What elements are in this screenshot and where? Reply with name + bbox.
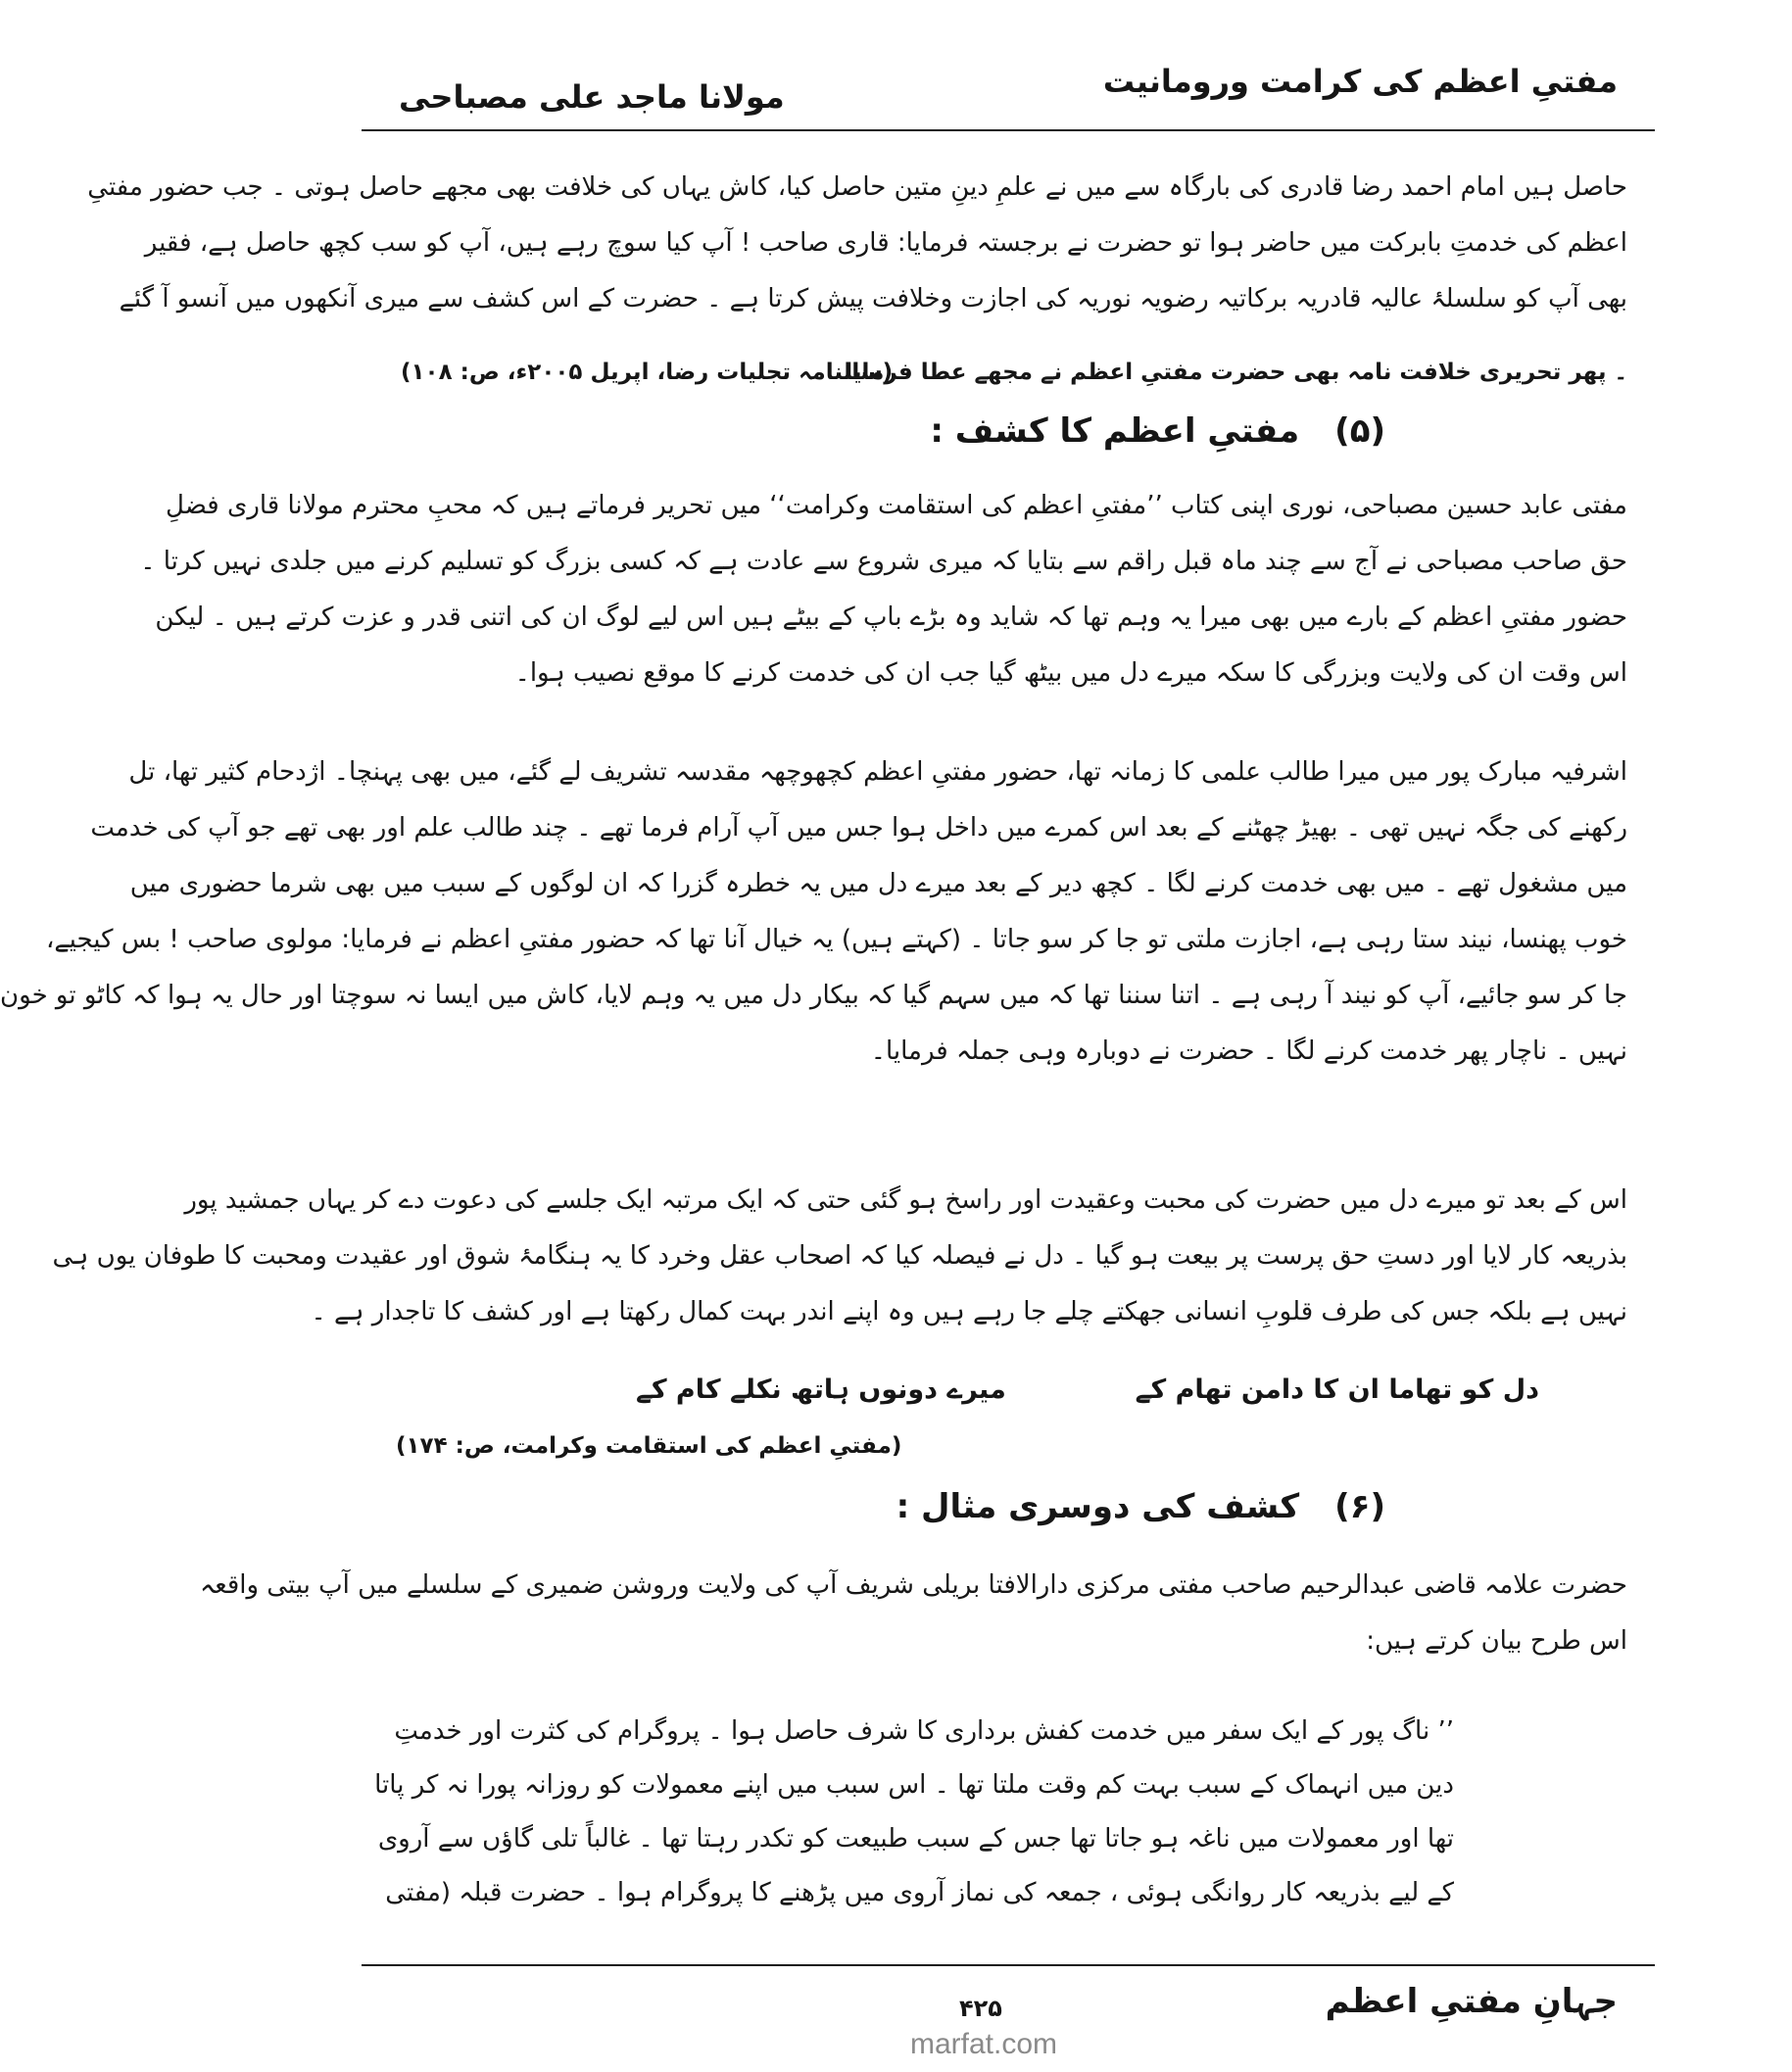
text-line: دین میں انہماک کے سبب بہت کم وقت ملتا تھا ۔ اس سبب میں اپنے معمولات کو روزانہ پورا نہ کر پاتا bbox=[374, 1770, 1454, 1800]
text-line: جا کر سو جائیے، آپ کو نیند آ رہی ہے ۔ اتنا سننا تھا کہ میں سہم گیا کہ بیکار دل میں یہ وہم لایا، کاش میں ایسا نہ سوچتا اور حال یہ ہوا کہ کاٹو تو خون bbox=[0, 981, 1627, 1010]
citation-2: (مفتیِ اعظم کی استقامت وکرامت، ص: ۱۷۴) bbox=[396, 1433, 902, 1459]
section-number: (۶) bbox=[1334, 1487, 1385, 1526]
block-quote bbox=[374, 1705, 1454, 1920]
citation-1: (سالنامہ تجلیات رضا، اپریل ۲۰۰۵ء، ص: ۱۰۸) bbox=[401, 360, 894, 385]
text-line: حاصل ہیں امام احمد رضا قادری کی بارگاہ سے میں نے علمِ دینِ متین حاصل کیا، کاش یہاں کی خلافت بھی مجھے حاصل ہوتی ۔ جب حضور مفتیِ bbox=[87, 172, 1627, 202]
text-line: خوب پھنسا، نیند ستا رہی ہے، اجازت ملتی تو جا کر سو جاتا ۔ (کہتے ہیں) یہ خیال آنا تھا کہ حضور مفتیِ اعظم نے فرمایا: مولوی صاحب ! بس کیجیے، bbox=[46, 925, 1627, 954]
page-number: ۴۲۵ bbox=[959, 1995, 1002, 2022]
verse bbox=[636, 1374, 1539, 1433]
text-line: اعظم کی خدمتِ بابرکت میں حاضر ہوا تو حضرت نے برجستہ فرمایا: قاری صاحب ! آپ کیا سوچ رہے ہیں، آپ کو سب کچھ حاصل ہے، فقیر bbox=[144, 228, 1627, 258]
text-line: حضرت علامہ قاضی عبدالرحیم صاحب مفتی مرکزی دارالافتا بریلی شریف آپ کی ولایت وروشن ضمیری کے سلسلے میں آپ بیتی واقعہ bbox=[200, 1570, 1627, 1600]
text-line: اس کے بعد تو میرے دل میں حضرت کی محبت وعقیدت اور راسخ ہو گئی حتی کہ ایک مرتبہ ایک جلسے کی دعوت دے کر یہاں جمشید پور bbox=[184, 1185, 1627, 1215]
text-line: نہیں ۔ ناچار پھر خدمت کرنے لگا ۔ حضرت نے دوبارہ وہی جملہ فرمایا۔ bbox=[870, 1036, 1627, 1066]
watermark: marfat.com bbox=[910, 2028, 1058, 2060]
section-5-heading bbox=[930, 411, 1385, 451]
header-book-title: مفتیِ اعظم کی کرامت ورومانیت bbox=[1102, 63, 1618, 100]
section-number: (۵) bbox=[1334, 411, 1385, 451]
text-line: رکھنے کی جگہ نہیں تھی ۔ بھیڑ چھٹنے کے بعد اس کمرے میں داخل ہوا جس میں آپ آرام فرما تھے ۔ چند طالب علم اور بھی تھے جو آپ کی خدمت bbox=[90, 813, 1627, 843]
text-line: بذریعہ کار لایا اور دستِ حق پرست پر بیعت ہو گیا ۔ دل نے فیصلہ کیا کہ اصحاب عقل وخرد کا یہ ہنگامۂ شوق اور عقیدت ومحبت کا طوفان یوں ہی bbox=[52, 1241, 1627, 1271]
verse-second-half: میرے دونوں ہاتھ نکلے کام کے bbox=[636, 1374, 1006, 1405]
text-line: تھا اور معمولات میں ناغہ ہو جاتا تھا جس کے سبب طبیعت کو تکدر رہتا تھا ۔ غالباً تلی گاؤں سے آروی bbox=[377, 1824, 1454, 1854]
text-line: ’’ ناگ پور کے ایک سفر میں خدمت کفش برداری کا شرف حاصل ہوا ۔ پروگرام کی کثرت اور خدمتِ bbox=[394, 1716, 1454, 1746]
text-line: نہیں ہے بلکہ جس کی طرف قلوبِ انسانی جھکتے چلے جا رہے ہیں وہ اپنے اندر بہت کمال رکھتا ہے اور کشف کا تاجدار ہے ۔ bbox=[311, 1297, 1627, 1326]
footer-book-title: جہانِ مفتیِ اعظم bbox=[1325, 1982, 1618, 2021]
paragraph-1 bbox=[87, 160, 1627, 327]
section-6-heading bbox=[896, 1487, 1385, 1526]
section-title: کشف کی دوسری مثال : bbox=[896, 1487, 1300, 1526]
text-line: اس وقت ان کی ولایت وبزرگی کا سکہ میرے دل میں بیٹھ گیا جب ان کی خدمت کرنے کا موقع نصیب ہوا۔ bbox=[514, 658, 1627, 688]
paragraph-3 bbox=[0, 745, 1627, 1080]
section-title: مفتیِ اعظم کا کشف : bbox=[930, 411, 1300, 451]
paragraph-5 bbox=[200, 1558, 1627, 1669]
paragraph-2 bbox=[140, 478, 1627, 701]
footer-rule bbox=[362, 1964, 1655, 1966]
text-line: حق صاحب مصباحی نے آج سے چند ماہ قبل راقم سے بتایا کہ میری شروع سے عادت ہے کہ کسی بزرگ کو تسلیم کرنے میں جلدی نہیں کرتا ۔ bbox=[140, 547, 1627, 576]
text-line: کے لیے بذریعہ کار روانگی ہوئی ، جمعہ کی نماز آروی میں پڑھنے کا پروگرام ہوا ۔ حضرت قبلہ (مفتی bbox=[385, 1878, 1454, 1907]
text-line: اس طرح بیان کرتے ہیں: bbox=[1366, 1626, 1627, 1656]
verse-first-half: دل کو تھاما ان کا دامن تھام کے bbox=[1135, 1374, 1539, 1405]
text-line: مفتی عابد حسین مصباحی، نوری اپنی کتاب ’’مفتیِ اعظم کی استقامت وکرامت‘‘ میں تحریر فرماتے ہیں کہ محبِ محترم مولانا قاری فضلِ bbox=[166, 491, 1627, 520]
header-rule bbox=[362, 129, 1655, 131]
header-author: مولانا ماجد علی مصباحی bbox=[399, 78, 785, 116]
text-line: حضور مفتیِ اعظم کے بارے میں بھی میرا یہ وہم تھا کہ شاید وہ بڑے باپ کے بیٹے ہیں اس لیے لوگ ان کی اتنی قدر و عزت کرتے ہیں ۔ لیکن bbox=[155, 602, 1627, 632]
text-line: بھی آپ کو سلسلۂ عالیہ قادریہ برکاتیہ رضویہ نوریہ کی اجازت وخلافت پیش کرتا ہے ۔ حضرت کے اس کشف سے میری آنکھوں میں آنسو آ گئے bbox=[119, 284, 1627, 313]
paragraph-1-ending bbox=[381, 360, 1627, 407]
paragraph-4 bbox=[52, 1173, 1627, 1340]
text-line: ۔ پھر تحریری خلافت نامہ بھی حضرت مفتیِ اعظم نے مجھے عطا فرمایا bbox=[845, 360, 1627, 385]
text-line: اشرفیہ مبارک پور میں میرا طالب علمی کا زمانہ تھا، حضور مفتیِ اعظم کچھوچھہ مقدسہ تشریف لے گئے، میں بھی پہنچا۔ اژدحام کثیر تھا، تل bbox=[128, 757, 1627, 787]
text-line: میں مشغول تھے ۔ میں بھی خدمت کرنے لگا ۔ کچھ دیر کے بعد میرے دل میں یہ خطرہ گزرا کہ ان لوگوں کے سبب میں بھی شرما حضوری میں bbox=[129, 869, 1627, 898]
